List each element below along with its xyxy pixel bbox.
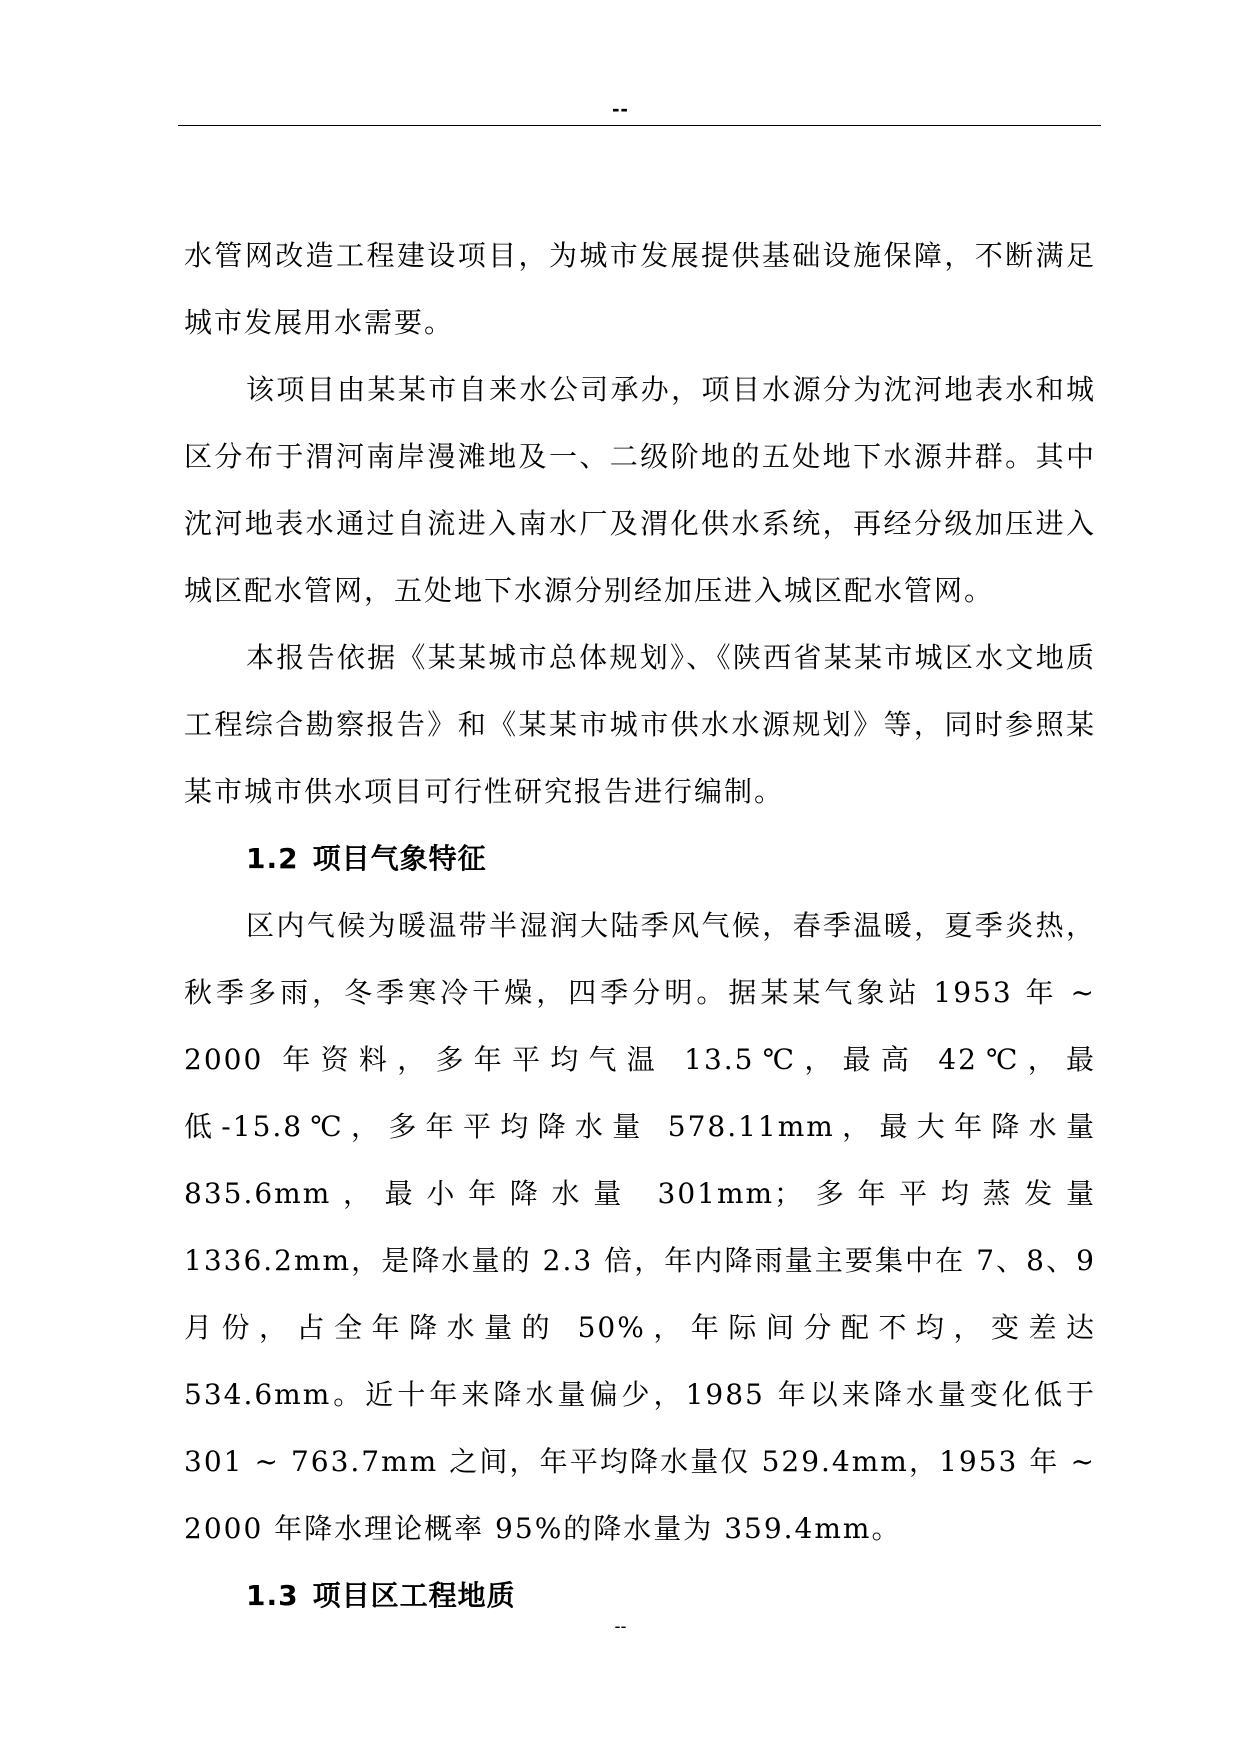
paragraph-climate: 区内气候为暖温带半湿润大陆季风气候，春季温暖，夏季炎热，秋季多雨，冬季寒冷干燥，四季分明。据某某气象站 1953 年 ~ 2000 年资料，多年平均气温 13.5℃，最高 42℃，最低-15.8℃，多年平均降水量 578.11mm，最大年降水量 835.6mm，最小年降水量 301mm；多年平均蒸发量 1336.2mm，是降水量的 2.3 倍，年内降雨量主要集中在 7、8、9 月份，占全年降水量的 50%，年际间分配不均，变差达 534.6mm。近十年来降水量偏少，1985 年以来降水量变化低于 301 ~ 763.7mm 之间，年平均降水量仅 529.4mm，1953 年 ~ 2000 年降水理论概率 95%的降水量为 359.4mm。	[184, 909, 1096, 1545]
paragraph-report-basis: 本报告依据《某某城市总体规划》、《陕西省某某市城区水文地质工程综合勘察报告》和《某某市城市供水水源规划》等，同时参照某某市城市供水项目可行性研究报告进行编制。	[184, 641, 1096, 808]
section-title: 项目气象特征	[312, 842, 487, 875]
section-number: 1.3	[246, 1579, 299, 1612]
paragraph-water-source: 该项目由某某市自来水公司承办，项目水源分为沈河地表水和城区分布于渭河南岸漫滩地及一、二级阶地的五处地下水源井群。其中沈河地表水通过自流进入南水厂及渭化供水系统，再经分级加压进入城区配水管网，五处地下水源分别经加压进入城区配水管网。	[184, 373, 1096, 607]
section-number: 1.2	[246, 842, 299, 875]
paragraph-continuation: 水管网改造工程建设项目，为城市发展提供基础设施保障，不断满足城市发展用水需要。	[184, 239, 1096, 339]
document-body	[184, 222, 1096, 1629]
header-rule	[178, 125, 1101, 126]
page-header-mark: --	[612, 96, 629, 121]
page-footer-mark: --	[614, 1616, 627, 1636]
section-title: 项目区工程地质	[312, 1579, 516, 1612]
section-heading-1-2	[184, 825, 1096, 892]
